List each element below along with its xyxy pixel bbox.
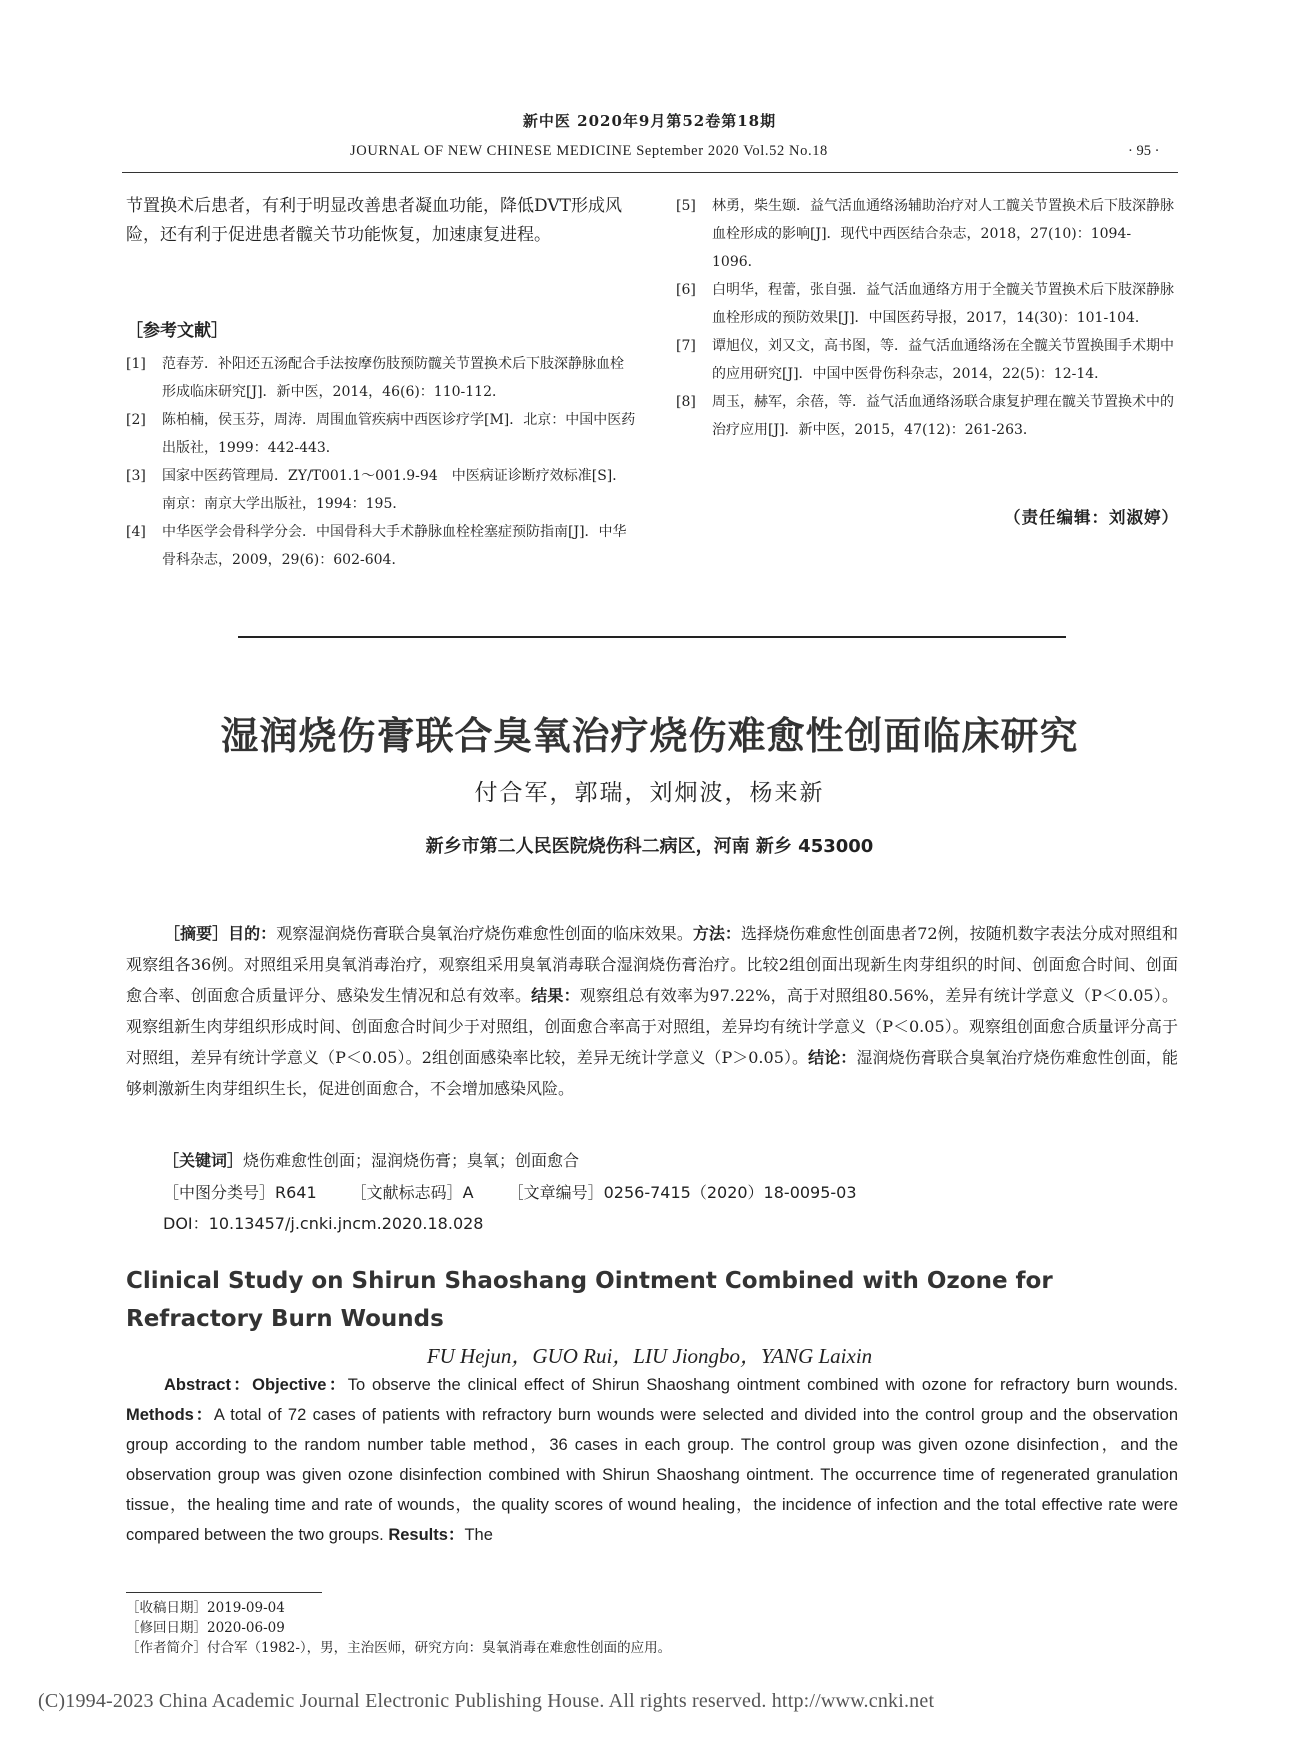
reference-item: [5] 林勇，柴生颋．益气活血通络汤辅助治疗对人工髋关节置换术后下肢深静脉血栓形成的影响[J]．现代中西医结合杂志，2018，27(10)：1094-1096．: [676, 198, 1174, 270]
footnote-rule: [126, 1592, 322, 1593]
revised-date: ［修回日期］2020-06-09: [126, 1620, 285, 1636]
page-number: · 95 ·: [1128, 143, 1160, 159]
authors-cn: 付合军，郭瑞，刘炯波，杨来新: [474, 780, 825, 806]
reference-item: [7] 谭旭仪，刘又文，高书图，等．益气活血通络汤在全髋关节置换围手术期中的应用研究[J]．中国中医骨伤科杂志，2014，22(5)：12-14．: [676, 338, 1174, 382]
author-bio: ［作者简介］付合军（1982-），男，主治医师，研究方向：臭氧消毒在难愈性创面的应用。: [126, 1640, 672, 1656]
document-code: ［文献标志码］A: [350, 1183, 474, 1202]
reference-item: [3] 国家中医药管理局．ZY/T001.1～001.9-94 中医病证诊断疗效标准[S]．南京：南京大学出版社，1994：195．: [126, 468, 627, 512]
doi: DOI：10.13457/j.cnki.jncm.2020.18.028: [163, 1214, 484, 1233]
header-rule: [122, 172, 1178, 173]
classification-line: [163, 1180, 891, 1203]
responsible-editor: （责任编辑：刘淑婷）: [1004, 508, 1179, 527]
keywords: 烧伤难愈性创面；湿润烧伤膏；臭氧；创面愈合: [243, 1151, 580, 1170]
reference-item: [2] 陈柏楠，侯玉芬，周涛．周围血管疾病中西医诊疗学[M]．北京：中国中医药出版社，1999：442-443．: [126, 412, 636, 456]
affiliation-cn: 新乡市第二人民医院烧伤科二病区，河南 新乡 453000: [425, 836, 874, 857]
keywords-line: ［关键词］烧伤难愈性创面；湿润烧伤膏；臭氧；创面愈合: [163, 1151, 580, 1170]
abstract-cn: ［摘要］目的：观察湿润烧伤膏联合臭氧治疗烧伤难愈性创面的临床效果。方法：选择烧伤难愈性创面患者72例，按随机数字表法分成对照组和观察组各36例。对照组采用臭氧消毒治疗，观察组采用臭氧消毒联合湿润烧伤膏治疗。比较2组创面出现新生肉芽组织的时间、创面愈合时间、创面愈合率、创面愈合质量评分、感染发生情况和总有效率。结果：观察组总有效率为97.22%，高于对照组80.56%，差异有统计学意义（P＜0.05）。观察组新生肉芽组织形成时间、创面愈合时间少于对照组，创面愈合率高于对照组，差异均有统计学意义（P＜0.05）。观察组创面愈合质量评分高于对照组，差异有统计学意义（P＜0.05）。2组创面感染率比较，差异无统计学意义（P＞0.05）。结论：湿润烧伤膏联合臭氧治疗烧伤难愈性创面，能够刺激新生肉芽组织生长，促进创面愈合，不会增加感染风险。: [126, 924, 1178, 1098]
previous-article-conclusion: 节置换术后患者，有利于明显改善患者凝血功能，降低DVT形成风险，还有利于促进患者髋关节功能恢复，加速康复进程。: [126, 196, 622, 245]
abstract-en: Abstract：Objective：To observe the clinical effect of Shirun Shaoshang ointment combined with ozone for refractory burn wounds. Methods：A total of 72 cases of patients with refractory burn wounds were selected and divided into the control group and the observation group according to the random number table method，36 cases in each group. The control group was given ozone disinfection，and the observation group was given ozone disinfection combined with Shirun Shaoshang ointment. The occurrence time of regenerated granulation tissue，the healing time and rate of wounds，the quality scores of wound healing，the incidence of infection and the total effective rate were compared between the two groups. Results：The: [126, 1376, 1178, 1544]
reference-list-left: [126, 350, 636, 574]
reference-item: [6] 白明华，程蕾，张自强．益气活血通络方用于全髋关节置换术后下肢深静脉血栓形成的预防效果[J]．中国医药导报，2017，14(30)：101-104．: [676, 282, 1174, 326]
copyright-footer: (C)1994-2023 China Academic Journal Electronic Publishing House. All rights reserved. http://www.cnki.net: [38, 1690, 935, 1712]
journal-header-cn: 新中医 2020年9月第52卷第18期: [522, 112, 777, 130]
reference-item: [1] 范春芳．补阳还五汤配合手法按摩伤肢预防髋关节置换术后下肢深静脉血栓形成临床研究[J]．新中医，2014，46(6)：110-112．: [126, 356, 624, 400]
abstract-label: ［摘要］: [164, 924, 229, 943]
reference-item: [8] 周玉，赫军，余蓓，等．益气活血通络汤联合康复护理在髋关节置换术中的治疗应用[J]．新中医，2015，47(12)：261-263．: [676, 394, 1174, 438]
article-title-en: Clinical Study on Shirun Shaoshang Ointment Combined with Ozone for Refractory Burn Wounds: [126, 1268, 1053, 1332]
section-divider: [238, 636, 1066, 638]
reference-list-right: [676, 192, 1178, 444]
reference-item: [4] 中华医学会骨科学分会．中国骨科大手术静脉血栓栓塞症预防指南[J]．中华骨科杂志，2009，29(6)：602-604．: [126, 524, 627, 568]
received-date: ［收稿日期］2019-09-04: [126, 1600, 285, 1616]
article-title-cn: 湿润烧伤膏联合臭氧治疗烧伤难愈性创面临床研究: [220, 713, 1079, 758]
article-number: ［文章编号］0256-7415（2020）18-0095-03: [507, 1183, 857, 1202]
journal-header-en: JOURNAL OF NEW CHINESE MEDICINE September 2020 Vol.52 No.18: [350, 143, 828, 159]
clc-number: ［中图分类号］R641: [163, 1183, 317, 1202]
authors-en: FU Hejun，GUO Rui，LIU Jiongbo，YANG Laixin: [426, 1344, 873, 1368]
references-title: ［参考文献］: [126, 321, 228, 341]
